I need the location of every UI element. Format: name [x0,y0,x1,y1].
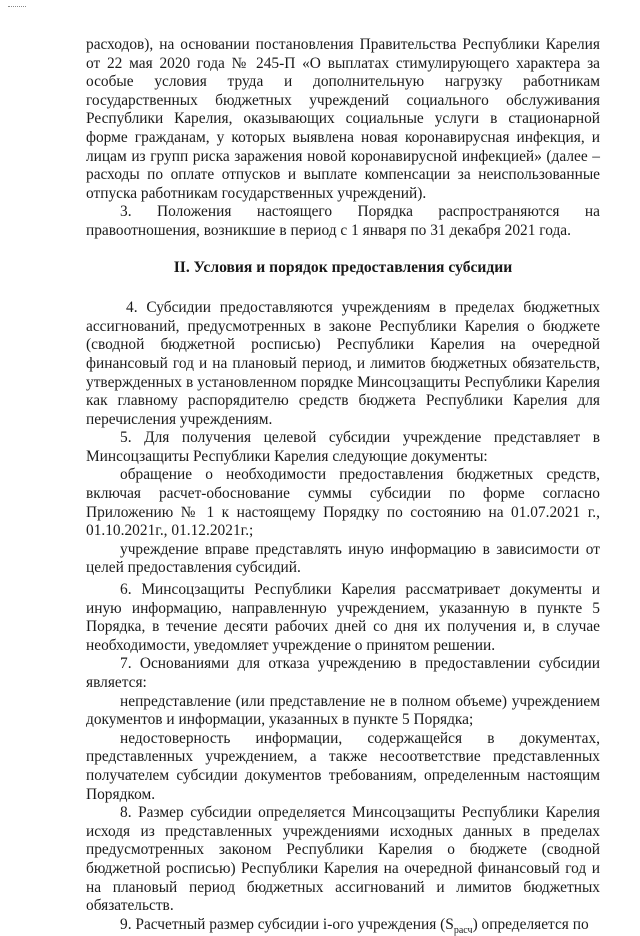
paragraph-4: 4. Субсидии предоставляются учреждениям в пределах бюджетных ассигнований, предусмотренных в законе Республики Карелия о бюджете (сводной бюджетной росписью) Республики Карелия на очередной финансовый год и на плановый период, и лимитов бюджетных обязательств, утвержденных в установленном порядке Минсоцзащиты Республики Карелия как главному распорядителю средств бюджета Республики Карелия для перечисления учреждениям. [86,299,600,428]
paragraph-9 [86,916,600,935]
paragraph-7-item-2: недостоверность информации, содержащейся в документах, представленных учреждением, а также несоответствие представленных получателем субсидии документов требованиям, определенным настоящим Порядком. [86,729,600,803]
paragraph-8: 8. Размер субсидии определяется Минсоцзащиты Республики Карелия исходя из представленных учреждениями исходных данных в пределах предусмотренных законом Республики Карелия о бюджете (сводной бюджетной росписью) Республики Карелия на очередной финансовый год и на плановый период бюджетных ассигнований и лимитов бюджетных обязательств. [86,804,600,915]
paragraph-5: 5. Для получения целевой субсидии учреждение представляет в Минсоцзащиты Республики Карелия следующие документы: [86,429,600,465]
paragraph-continuation: расходов), на основании постановления Правительства Республики Карелия от 22 мая 2020 года № 245-П «О выплатах стимулирующего характера за особые условия труда и дополнительную нагрузку работникам государственных бюджетных учреждений социального обслуживания Республики Карелия, оказывающих социальные услуги в стационарной форме гражданам, у которых выявлена новая коронавирусная инфекция, и лицам из групп риска заражения новой коронавирусной инфекцией» (далее – расходы по оплате отпусков и выплате компенсации за неиспользованные отпуска работникам государственных учреждений). [86,36,600,202]
scan-mark [8,6,26,11]
paragraph-9-text: 9. Расчетный размер субсидии i-ого учреждения (S [120,915,454,933]
paragraph-9-subscript: расч [453,924,473,936]
paragraph-5-item-1: обращение о необходимости предоставления бюджетных средств, включая расчет-обоснование суммы субсидии по форме согласно Приложению № 1 к настоящему Порядку по состоянию на 01.07.2021 г., 01.10.2021г., 01.12.2021г.; [86,466,600,540]
paragraph-6: 6. Минсоцзащиты Республики Карелия рассматривает документы и иную информацию, направленную учреждением, указанную в пункте 5 Порядка, в течение десяти рабочих дней со дня их получения и, в случае необходимости, уведомляет учреждение о принятом решении. [86,581,600,654]
paragraph-3: 3. Положения настоящего Порядка распространяются на правоотношения, возникшие в период с 1 января по 31 декабря 2021 года. [86,203,600,239]
section-title: II. Условия и порядок предоставления субсидии [173,258,513,276]
paragraph-7: 7. Основаниями для отказа учреждению в предоставлении субсидии является: [86,655,600,691]
paragraph-9-tail: ) определяется по [472,915,589,933]
paragraph-5-item-2: учреждение вправе представлять иную информацию в зависимости от целей предоставления субсидий. [86,540,600,577]
paragraph-7-item-1: непредставление (или представление не в полном объеме) учреждением документов и информации, указанных в пункте 5 Порядка; [86,692,600,729]
